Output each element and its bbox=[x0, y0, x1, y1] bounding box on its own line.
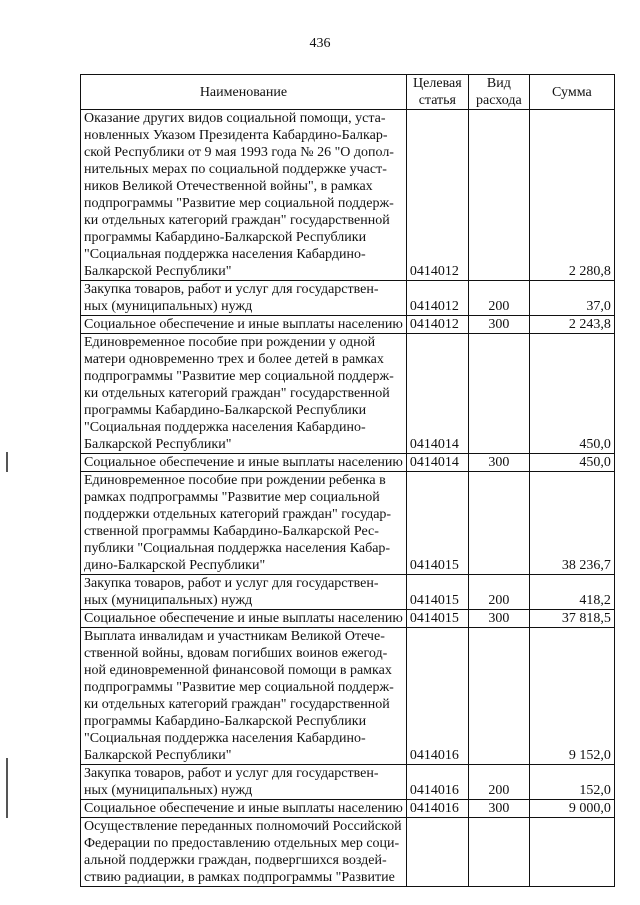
cell-name-line: "Социальная поддержка населения Кабардино- bbox=[84, 731, 366, 746]
cell-target-article: 0414016 bbox=[406, 628, 468, 765]
cell-name-line: подпрограммы "Развитие мер социальной поддерж- bbox=[84, 369, 394, 384]
cell-sum: 2 243,8 bbox=[529, 316, 614, 334]
cell-name-line: программы Кабардино-Балкарской Республики bbox=[84, 403, 367, 418]
header-sum: Сумма bbox=[529, 75, 614, 110]
cell-name-line: Единовременное пособие при рождении ребенка в bbox=[84, 473, 386, 488]
cell-name-line: публики "Социальная поддержка населения Кабар- bbox=[84, 541, 391, 556]
header-target-article bbox=[406, 75, 468, 110]
scan-artifact-mark-top bbox=[6, 452, 8, 472]
table-row bbox=[81, 818, 615, 887]
cell-name bbox=[81, 316, 407, 334]
cell-target-article: 0414015 bbox=[406, 575, 468, 610]
cell-target-article: 0414015 bbox=[406, 472, 468, 575]
page-number: 436 bbox=[309, 36, 331, 51]
cell-sum: 38 236,7 bbox=[529, 472, 614, 575]
table-row bbox=[81, 575, 615, 610]
cell-name-line: ственной программы Кабардино-Балкарской Рес- bbox=[84, 524, 379, 539]
cell-target-article: 0414012 bbox=[406, 281, 468, 316]
cell-name-line: Закупка товаров, работ и услуг для государствен- bbox=[84, 766, 379, 781]
cell-name-line: Балкарской Республики" bbox=[84, 748, 232, 763]
cell-name-line: Социальное обеспечение и иные выплаты населению bbox=[84, 317, 403, 332]
cell-name bbox=[81, 610, 407, 628]
header-expense-type-line: расхода bbox=[476, 93, 522, 108]
budget-table bbox=[80, 74, 615, 887]
cell-target-article: 0414016 bbox=[406, 765, 468, 800]
cell-name bbox=[81, 472, 407, 575]
cell-sum: 9 000,0 bbox=[529, 800, 614, 818]
cell-name bbox=[81, 454, 407, 472]
cell-name-line: ствию радиации, в рамках подпрограммы "Развитие bbox=[84, 870, 395, 885]
table-row bbox=[81, 610, 615, 628]
table-row bbox=[81, 628, 615, 765]
cell-name-line: новленных Указом Президента Кабардино-Балкар- bbox=[84, 128, 388, 143]
cell-name-line: ской Республики от 9 мая 1993 года № 26 "О допол- bbox=[84, 145, 394, 160]
cell-expense-type: 200 bbox=[468, 575, 529, 610]
cell-sum: 37,0 bbox=[529, 281, 614, 316]
cell-name bbox=[81, 628, 407, 765]
header-name: Наименование bbox=[81, 75, 407, 110]
cell-name-line: матери одновременно трех и более детей в рамках bbox=[84, 352, 384, 367]
scan-artifact-mark-bottom bbox=[6, 758, 8, 818]
cell-name-line: ников Великой Отечественной войны", в рамках bbox=[84, 179, 373, 194]
cell-name-line: Осуществление переданных полномочий Российской bbox=[84, 819, 402, 834]
cell-name bbox=[81, 110, 407, 281]
cell-sum: 450,0 bbox=[529, 334, 614, 454]
cell-name-line: Оказание других видов социальной помощи, уста- bbox=[84, 111, 386, 126]
cell-name bbox=[81, 800, 407, 818]
cell-name-line: ных (муниципальных) нужд bbox=[84, 783, 253, 798]
cell-name-line: ных (муниципальных) нужд bbox=[84, 299, 253, 314]
cell-target-article: 0414015 bbox=[406, 610, 468, 628]
cell-name-line: Федерации по предоставлению отдельных мер соци- bbox=[84, 836, 400, 851]
cell-expense-type: 200 bbox=[468, 765, 529, 800]
cell-name-line: ки отдельных категорий граждан" государственной bbox=[84, 213, 390, 228]
cell-expense-type bbox=[468, 818, 529, 887]
table-row bbox=[81, 281, 615, 316]
cell-name-line: альной поддержки граждан, подвергшихся воздей- bbox=[84, 853, 387, 868]
cell-name-line: программы Кабардино-Балкарской Республики bbox=[84, 230, 367, 245]
cell-expense-type bbox=[468, 110, 529, 281]
cell-name-line: рамках подпрограммы "Развитие мер социальной bbox=[84, 490, 380, 505]
cell-name-line: "Социальная поддержка населения Кабардино- bbox=[84, 420, 366, 435]
cell-name-line: ки отдельных категорий граждан" государственной bbox=[84, 697, 390, 712]
cell-name-line: Выплата инвалидам и участникам Великой Отече- bbox=[84, 629, 385, 644]
cell-name-line: Балкарской Республики" bbox=[84, 264, 232, 279]
cell-name-line: ки отдельных категорий граждан" государственной bbox=[84, 386, 390, 401]
cell-sum: 418,2 bbox=[529, 575, 614, 610]
cell-expense-type: 300 bbox=[468, 800, 529, 818]
cell-name-line: ных (муниципальных) нужд bbox=[84, 593, 253, 608]
cell-name bbox=[81, 575, 407, 610]
header-row bbox=[81, 75, 615, 110]
cell-sum: 152,0 bbox=[529, 765, 614, 800]
cell-name bbox=[81, 818, 407, 887]
table-body bbox=[81, 110, 615, 887]
cell-name-line: дино-Балкарской Республики" bbox=[84, 558, 266, 573]
table-row bbox=[81, 765, 615, 800]
cell-name-line: подпрограммы "Развитие мер социальной поддерж- bbox=[84, 196, 394, 211]
header-expense-type bbox=[468, 75, 529, 110]
cell-expense-type: 200 bbox=[468, 281, 529, 316]
table-header bbox=[81, 75, 615, 110]
cell-name-line: Балкарской Республики" bbox=[84, 437, 232, 452]
cell-name-line: подпрограммы "Развитие мер социальной поддерж- bbox=[84, 680, 394, 695]
cell-name bbox=[81, 281, 407, 316]
cell-name-line: Закупка товаров, работ и услуг для государствен- bbox=[84, 576, 379, 591]
table-row bbox=[81, 110, 615, 281]
header-target-article-line: Целевая bbox=[413, 76, 462, 91]
header-target-article-line: статья bbox=[418, 93, 456, 108]
cell-name-line: ной единовременной финансовой помощи в рамках bbox=[84, 663, 392, 678]
cell-name bbox=[81, 334, 407, 454]
cell-sum: 37 818,5 bbox=[529, 610, 614, 628]
cell-name-line: программы Кабардино-Балкарской Республики bbox=[84, 714, 367, 729]
cell-name bbox=[81, 765, 407, 800]
cell-expense-type bbox=[468, 472, 529, 575]
cell-target-article: 0414014 bbox=[406, 454, 468, 472]
cell-name-line: "Социальная поддержка населения Кабардино- bbox=[84, 247, 366, 262]
cell-name-line: Социальное обеспечение и иные выплаты населению bbox=[84, 801, 403, 816]
cell-name-line: Социальное обеспечение и иные выплаты населению bbox=[84, 455, 403, 470]
cell-target-article: 0414016 bbox=[406, 800, 468, 818]
table-row bbox=[81, 454, 615, 472]
header-expense-type-line: Вид bbox=[486, 76, 511, 91]
table-row bbox=[81, 334, 615, 454]
table-row bbox=[81, 800, 615, 818]
cell-name-line: поддержки отдельных категорий граждан" государ- bbox=[84, 507, 392, 522]
cell-expense-type: 300 bbox=[468, 454, 529, 472]
cell-name-line: ственной войны, вдовам погибших воинов ежегод- bbox=[84, 646, 388, 661]
table-row bbox=[81, 472, 615, 575]
cell-target-article: 0414012 bbox=[406, 110, 468, 281]
cell-sum: 450,0 bbox=[529, 454, 614, 472]
cell-expense-type bbox=[468, 334, 529, 454]
cell-name-line: Единовременное пособие при рождении у одной bbox=[84, 335, 376, 350]
cell-sum: 2 280,8 bbox=[529, 110, 614, 281]
cell-expense-type: 300 bbox=[468, 610, 529, 628]
table-row bbox=[81, 316, 615, 334]
cell-expense-type: 300 bbox=[468, 316, 529, 334]
cell-expense-type bbox=[468, 628, 529, 765]
cell-sum: 9 152,0 bbox=[529, 628, 614, 765]
cell-name-line: Социальное обеспечение и иные выплаты населению bbox=[84, 611, 403, 626]
cell-target-article: 0414014 bbox=[406, 334, 468, 454]
cell-target-article: 0414012 bbox=[406, 316, 468, 334]
cell-name-line: Закупка товаров, работ и услуг для государствен- bbox=[84, 282, 379, 297]
cell-target-article bbox=[406, 818, 468, 887]
cell-sum bbox=[529, 818, 614, 887]
cell-name-line: нительных мерах по социальной поддержке участ- bbox=[84, 162, 387, 177]
